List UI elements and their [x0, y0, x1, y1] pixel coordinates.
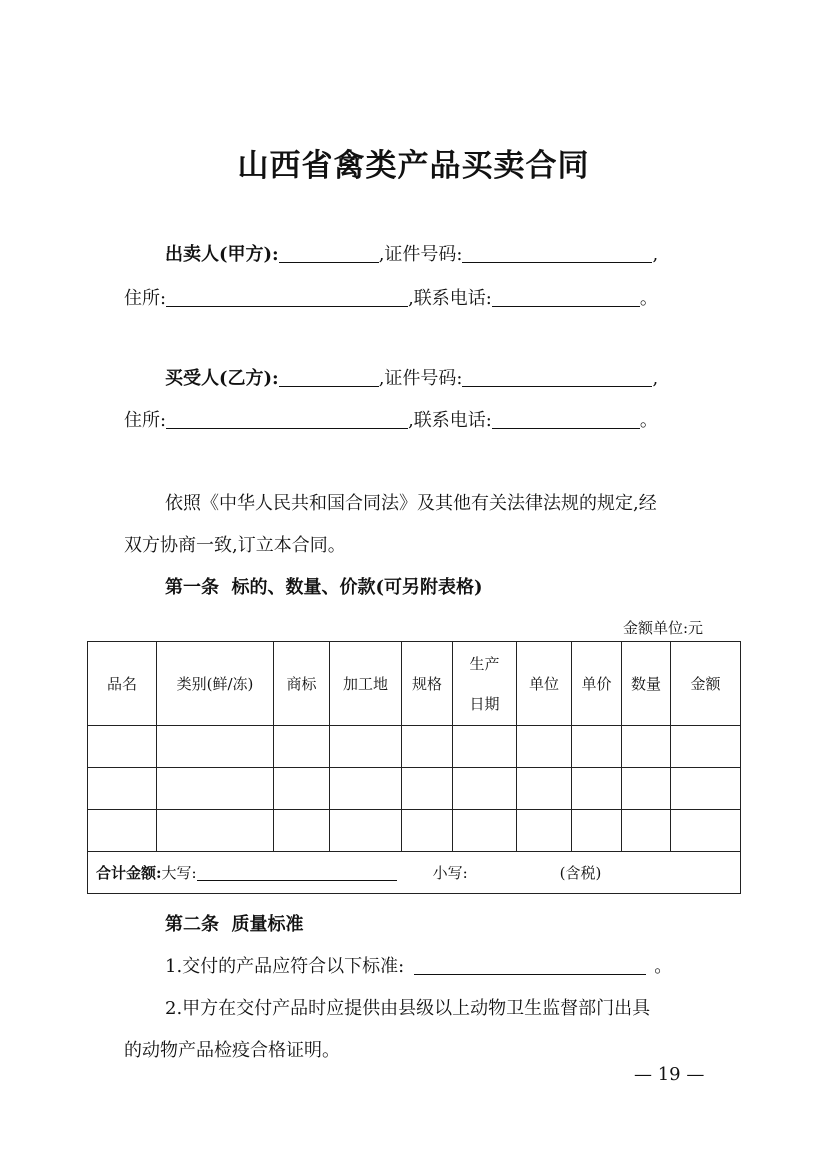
buyer-id-blank — [462, 368, 652, 387]
seller-label: 出卖人(甲方): — [165, 244, 279, 265]
seller-phone-blank — [492, 288, 640, 307]
seller-id-label: ,证件号码: — [378, 244, 463, 265]
table-row — [88, 810, 741, 852]
article-1-heading: 第一条 标的、数量、价款(可另附表格) — [165, 577, 483, 598]
punctuation: 。 — [639, 410, 658, 431]
page-title: 山西省禽类产品买卖合同 — [237, 148, 590, 184]
buyer-name-blank — [279, 368, 379, 387]
header-cell-production-date — [453, 642, 517, 726]
seller-phone-label: ,联系电话: — [408, 288, 492, 309]
article-2-item-2-line-1: 2.甲方在交付产品时应提供由县级以上动物卫生监督部门出具 — [165, 998, 651, 1019]
buyer-id-label: ,证件号码: — [378, 368, 463, 389]
seller-address-line — [124, 286, 658, 312]
table-header-row — [88, 642, 741, 726]
header-cell: 类别(鲜/冻) — [157, 642, 274, 726]
seller-id-blank — [462, 244, 652, 263]
page-number: — 19 — — [634, 1064, 705, 1085]
buyer-label: 买受人(乙方): — [165, 368, 279, 389]
amount-unit-note: 金额单位:元 — [622, 619, 703, 637]
header-cell: 单位 — [517, 642, 572, 726]
article-2-heading: 第二条 质量标准 — [165, 914, 304, 935]
lower-label: 小写: — [432, 864, 468, 882]
punctuation: , — [652, 244, 659, 265]
buyer-phone-label: ,联系电话: — [408, 410, 492, 431]
article-2-item-2-line-2: 的动物产品检疫合格证明。 — [124, 1040, 340, 1061]
preamble-line-2: 双方协商一致,订立本合同。 — [124, 535, 346, 556]
total-cell — [88, 852, 741, 894]
seller-address-label: 住所: — [124, 288, 167, 309]
seller-line — [165, 242, 658, 268]
upper-amount-blank — [197, 866, 397, 881]
item-1-text: 1.交付的产品应符合以下标准: — [165, 956, 405, 977]
buyer-address-line — [124, 408, 658, 434]
seller-address-blank — [166, 288, 408, 307]
header-cell: 品名 — [88, 642, 157, 726]
upper-label: 大写: — [161, 864, 197, 882]
header-cell: 单价 — [572, 642, 622, 726]
punctuation: , — [652, 368, 659, 389]
buyer-line — [165, 366, 658, 392]
buyer-phone-blank — [492, 410, 640, 429]
punctuation: 。 — [639, 288, 658, 309]
seller-name-blank — [279, 244, 379, 263]
buyer-address-label: 住所: — [124, 410, 167, 431]
header-cell: 商标 — [274, 642, 330, 726]
table-row — [88, 768, 741, 810]
standard-blank — [414, 956, 646, 975]
preamble-line-1: 依照《中华人民共和国合同法》及其他有关法律法规的规定,经 — [165, 493, 657, 514]
punctuation: 。 — [654, 956, 673, 977]
header-cell: 金额 — [671, 642, 741, 726]
tax-label: (含税) — [559, 864, 602, 882]
header-cell: 数量 — [622, 642, 671, 726]
header-cell: 规格 — [402, 642, 453, 726]
table-row — [88, 726, 741, 768]
total-label: 合计金额: — [96, 864, 162, 882]
total-row — [88, 852, 741, 894]
header-cell: 加工地 — [330, 642, 402, 726]
header-text: 生产 — [469, 654, 500, 673]
article-2-item-1 — [165, 954, 672, 980]
header-text: 日期 — [469, 694, 500, 713]
buyer-address-blank — [166, 410, 408, 429]
goods-table — [87, 641, 741, 894]
